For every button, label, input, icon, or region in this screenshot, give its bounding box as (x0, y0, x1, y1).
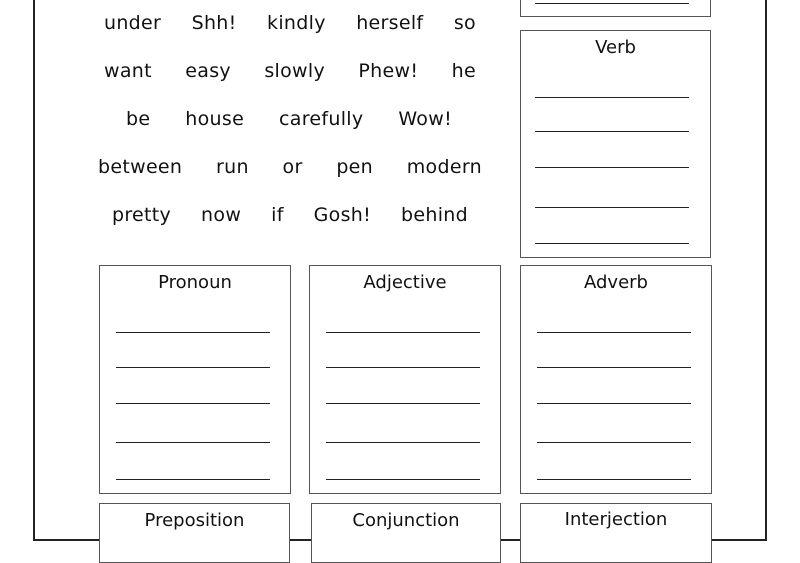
word: under (104, 12, 162, 34)
word-row (98, 156, 482, 178)
box-title: Conjunction (352, 510, 460, 531)
answer-line[interactable] (537, 403, 691, 404)
word: he (451, 60, 476, 82)
word: be (126, 108, 151, 130)
answer-line[interactable] (537, 479, 691, 480)
box-title: Adverb (584, 272, 648, 293)
word: easy (185, 60, 231, 82)
word: now (201, 204, 242, 226)
word: so (453, 12, 476, 34)
answer-line[interactable] (116, 479, 270, 480)
word: Gosh! (313, 204, 372, 226)
answer-line[interactable] (535, 97, 689, 98)
answer-line[interactable] (535, 167, 689, 168)
answer-line[interactable] (537, 442, 691, 443)
word: house (185, 108, 245, 130)
word-row (98, 204, 482, 226)
interjection-box (520, 503, 712, 563)
preposition-box (99, 503, 290, 563)
word: modern (406, 156, 482, 178)
answer-line[interactable] (116, 442, 270, 443)
box-title: Verb (595, 37, 636, 58)
answer-line[interactable] (535, 131, 689, 132)
box-title: Preposition (144, 510, 245, 531)
conjunction-box (311, 503, 501, 563)
word: slowly (264, 60, 326, 82)
word: between (98, 156, 183, 178)
answer-line[interactable] (326, 479, 480, 480)
partial-box-top (520, 0, 711, 17)
answer-line[interactable] (326, 442, 480, 443)
answer-line[interactable] (537, 332, 691, 333)
box-title: Adjective (363, 272, 447, 293)
adverb-box (520, 265, 712, 494)
box-title: Interjection (564, 509, 668, 530)
answer-line[interactable] (116, 367, 270, 368)
answer-line[interactable] (116, 403, 270, 404)
answer-line[interactable] (326, 367, 480, 368)
word: Phew! (358, 60, 419, 82)
word: carefully (279, 108, 364, 130)
word: Shh! (191, 12, 237, 34)
word: herself (356, 12, 424, 34)
word-row (98, 60, 482, 82)
answer-line[interactable] (326, 332, 480, 333)
pronoun-box (99, 265, 291, 494)
word-row (98, 108, 482, 130)
word-row (98, 12, 482, 34)
word: want (104, 60, 152, 82)
word: Wow! (398, 108, 452, 130)
answer-line[interactable] (535, 243, 689, 244)
word: or (282, 156, 303, 178)
answer-line[interactable] (535, 207, 689, 208)
word: run (216, 156, 249, 178)
word: behind (401, 204, 468, 226)
verb-box (520, 30, 711, 258)
box-title: Pronoun (158, 272, 232, 293)
word: kindly (267, 12, 326, 34)
answer-line[interactable] (326, 403, 480, 404)
word: if (271, 204, 284, 226)
word: pretty (112, 204, 172, 226)
adjective-box (309, 265, 501, 494)
answer-line[interactable] (537, 367, 691, 368)
answer-line[interactable] (535, 3, 689, 4)
word: pen (336, 156, 374, 178)
answer-line[interactable] (116, 332, 270, 333)
